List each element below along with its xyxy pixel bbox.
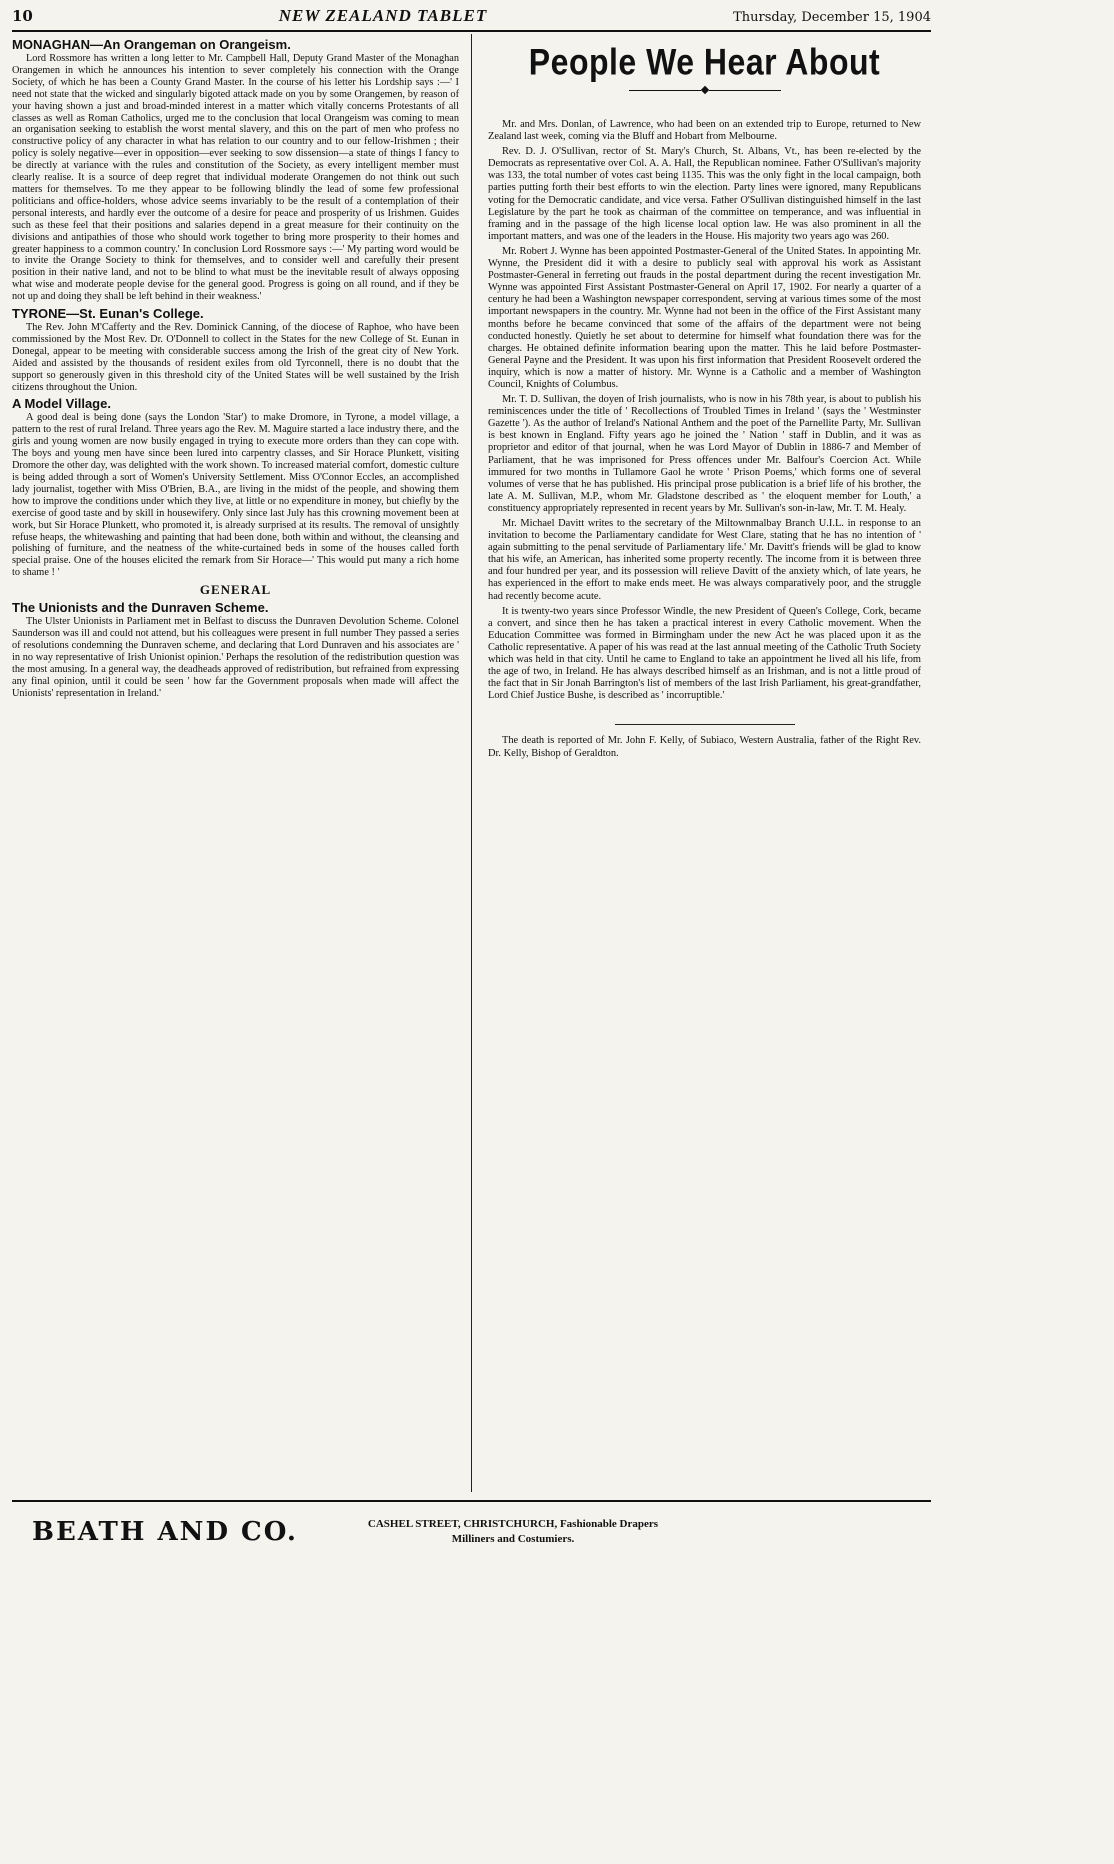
masthead	[12, 6, 931, 32]
item-donlan: Mr. and Mrs. Donlan, of Lawrence, who had been on an extended trip to Europe, returned to New Zealand last week, coming via the Bluff and Hobart from Melbourne.	[488, 119, 921, 143]
item-davitt: Mr. Michael Davitt writes to the secretary of the Miltownmalbay Branch U.I.L. in response to an invitation to become the Parliamentary candidate for West Clare, stating that he has no intention of ' again submitting to the penal servitude of Parliamentary life.' Mr. Davitt's friends will be glad to know that his wife, an American, has inherited some property recently. The income from it is between three and four hundred per year, and its possession will relieve Davitt of the anxiety which, of late years, he has experienced in the effort to make ends meet. He was always comparatively poor, and the struggle had recently become acute.	[488, 518, 921, 602]
article-heading-model-village: A Model Village.	[12, 396, 111, 412]
page-number: 10	[12, 7, 33, 25]
right-column	[472, 34, 931, 1492]
item-windle: It is twenty-two years since Professor Windle, the new President of Queen's College, Cork, became a convert, and since then he has taken a practical interest in every Catholic movement. When the Education Committee was formed in Birmingham under the new Act he was placed upon it as the Catholic representative. A paper of his was read at the last annual meeting of the Catholic Truth Society which was held in that city. Until he came to England to take an appointment he lived all his life, from the age of two, in Ireland. He has always described himself as an Irishman, and is not a little proud of the fact that in Sir Jonah Barrington's list of members of the last Irish Parliament, his great-grandfather, Lord Chief Justice Bushe, is described as ' incorruptible.'	[488, 605, 921, 702]
left-column	[12, 34, 472, 1492]
article-body-tyrone: The Rev. John M'Cafferty and the Rev. Dominick Canning, of the diocese of Raphoe, who have been commissioned by the Most Rev. Dr. O'Donnell to collect in the States for the new College of St. Eunan in Donegal, appear to be meeting with considerable success among the Irish of the great city of New York. Aided and assisted by the thousands of resident exiles from old Tyrconnell, there is no doubt that the support so generously given in this threshold city of the United States will be well sustained by the Irish citizens throughout the Union.	[12, 322, 459, 393]
divider-rule	[615, 724, 795, 725]
item-osullivan: Rev. D. J. O'Sullivan, rector of St. Mary's Church, St. Albans, Vt., has been re-elected by the Democrats as representative over Col. A. A. Hall, the Republican nominee. Father O'Sullivan's majority was 133, the total number of votes cast being 1135. This was the only fight in the local campaign, both parties putting forth their best efforts to win the election. Party lines were ignored, many Republicans voting for the Democratic candidate, and vice versa. Father O'Sullivan distinguished himself in the last Legislature by the part he took as chairman of the committee on temperance, and was influential in framing and in the passage of the high license local option law. He was also prominent in all the important matters, and was one of the leaders in the House. His majority two years ago was 260.	[488, 146, 921, 242]
item-wynne: Mr. Robert J. Wynne has been appointed Postmaster-General of the United States. In appointing Mr. Wynne, the President did it with a desire to publicly seal with approval his work as Assistant Postmaster-General in ferreting out frauds in the postal department during the recent investigation Mr. Wynne was appointed First Assistant Postmaster-General on April 17, 1902. For nearly a quarter of a century he had been a Washington newspaper correspondent, serving at various times some of the most important newspapers in the country. Mr. Wynne had not been in the office of the First Assistant many months before he became convinced that some of the affairs of the department were not being conducted honestly. Quietly he set about to determine for himself what foundation there was for the charges. He obtained definite information bearing upon the matter. This he laid before Postmaster-General Payne and the President. It was upon his first information that President Roosevelt ordered the inquiry, which is now a matter of history. Mr. Wynne is a Catholic and a member of Washington Council, Knights of Columbus.	[488, 245, 921, 390]
item-td-sullivan: Mr. T. D. Sullivan, the doyen of Irish journalists, who is now in his 78th year, is about to publish his reminiscences under the title of ' Recollections of Troubled Times in Ireland ' (says the ' Westminster Gazette '). As the author of Ireland's National Anthem and the poet of the Parnellite Party, Mr. Sullivan is best known in England. Fifty years ago he joined the ' Nation ' staff in Dublin, and it was as proprietor and editor of that journal, when he was Lord Mayor of Dublin in 1886-7 and Member of Parliament, that he was imprisoned for Press offences under Mr. Balfour's Coercion Act. While immured for two months in Tullamore Gaol he wrote ' Prison Poems,' which forms one of several volumes of verse that he has published. His principal prose publication is a brief life of his brother, the late A. M. Sullivan, M.P., whom Mr. Gladstone described as ' the eloquent member for Louth,' a constituency appropriately represented in recent years by Mr. Sullivan's son-in-law, Mr. T. M. Healy.	[488, 394, 921, 514]
section-title-people: People We Hear About	[528, 41, 881, 83]
section-heading-general: GENERAL	[199, 582, 272, 598]
article-body-unionists: The Ulster Unionists in Parliament met in Belfast to discuss the Dunraven Devolution Scheme. Colonel Saunderson was ill and could not attend, but his colleagues were present in full number They passed a series of resolutions condemning the Dunraven scheme, and declaring that Lord Dunraven and his associates are ' in no way representative of Irish Unionist opinion.' Perhaps the resolution of the redistribution question was the most amusing. In a general way, the deadheads approved of redistribution, but refrained from expressing any final opinion, until it could be seen ' how far the Government proposals when made will affect the Unionists' representation in Ireland.'	[12, 616, 459, 699]
article-heading-tyrone: TYRONE—St. Eunan's College.	[12, 306, 204, 322]
address-line-2: Milliners and Costumiers.	[451, 1533, 575, 1545]
publication-title: NEW ZEALAND TABLET	[278, 6, 488, 25]
advertiser-name: BEATH AND CO.	[32, 1517, 298, 1547]
columns	[12, 34, 931, 1492]
article-heading-unionists: The Unionists and the Dunraven Scheme.	[12, 600, 269, 616]
ornament-divider	[488, 87, 921, 93]
article-body-model-village: A good deal is being done (says the London 'Star') to make Dromore, in Tyrone, a model village, a pattern to the rest of rural Ireland. Three years ago the Rev. M. Maguire started a lace industry there, and the girls and young women are now busily engaged in trying to execute more orders than they can cope with. The boys and young men have since been lured into carpentry classes, and Sir Horace Plunkett, visiting Dromore the other day, was delighted with the work shown. To increased material comfort, domestic culture is being added through a sort of Women's University Settlement. Miss O'Connor Eccles, an accomplished lady journalist, together with Miss O'Brien, B.A., are living in the midst of the people, and showing them how to improve the conditions under which they live, at little or no expenditure in money, but chiefly by the exercise of good taste and by skill in housewifery. Only since last July has this crowning movement been at work, but Sir Horace Plunkett, who promoted it, is already surprised at its results. The removal of unsightly refuse heaps, the whitewashing and painting that had been done, both within and without, the cleansing and polishing of furniture, and the neatness of the white-curtained beds in some of the houses called forth special praise. One of the houses elicited the remark from Sir Horace—' This would put many a rich home to shame ! '	[12, 412, 459, 579]
advertisement-footer	[12, 1500, 931, 1562]
advertiser-address	[368, 1517, 658, 1547]
article-heading-monaghan: MONAGHAN—An Orangeman on Orangeism.	[12, 37, 291, 52]
issue-date: Thursday, December 15, 1904	[733, 10, 931, 25]
address-line-1: CASHEL STREET, CHRISTCHURCH, Fashionable Drapers	[367, 1518, 659, 1530]
article-body-monaghan: Lord Rossmore has written a long letter to Mr. Campbell Hall, Deputy Grand Master of the Monaghan Orangemen in which he announces his intention to sever completely his connection with the Orange Society, of which he has been a County Grand Master. In the course of his letter his Lordship says :—' I need not state that the wicked and singularly bigoted attack made on you by some Orangemen, by reason of your having shown a just and broad-minded interest in a matter which vitally concerns Protestants of all classes as well as Roman Catholics, urged me to the conclusion that local Orangeism was coming to mean an organisation seeking to establish the worst mental slavery, and this on the part of men who profess no constructive policy of any character in what has relation to our country and to our fellow-Irishmen ; their policy is solely negative—ever in opposition—ever seeking to sow dissension—a state of things I fancy to be directly at variance with the rules and constitution of the Society, as every intelligent member must clearly realise. It is a source of deep regret that individual moderate Orangemen do not think out such matters for themselves. To me they appear to be following blindly the lead of some few professional politicians and office-holders, whose advice seems invariably to be the result of a contemplation of their personal interests, and hardly ever the outcome of a desire for peace and prosperity of us Irishmen. Guides such as these feel that their positions and salaries depend in a great measure for their continuity on the divisions and antipathies of those who should work together to bring more prosperity to their homes and greater happiness to a common country.' In conclusion Lord Rossmore says :—' My parting word would be to invite the Orange Society to think for themselves, and to consider well and carefully their present position in their native land, and not to be blind to what must be the inevitable result of always opposing what wise and moderate people devise for the general good. Progress is going on all round, and if they be not up and doing they shall be left behind in their weakness.'	[12, 53, 459, 303]
item-kelly: The death is reported of Mr. John F. Kelly, of Subiaco, Western Australia, father of the Right Rev. Dr. Kelly, Bishop of Geraldton.	[488, 735, 921, 759]
